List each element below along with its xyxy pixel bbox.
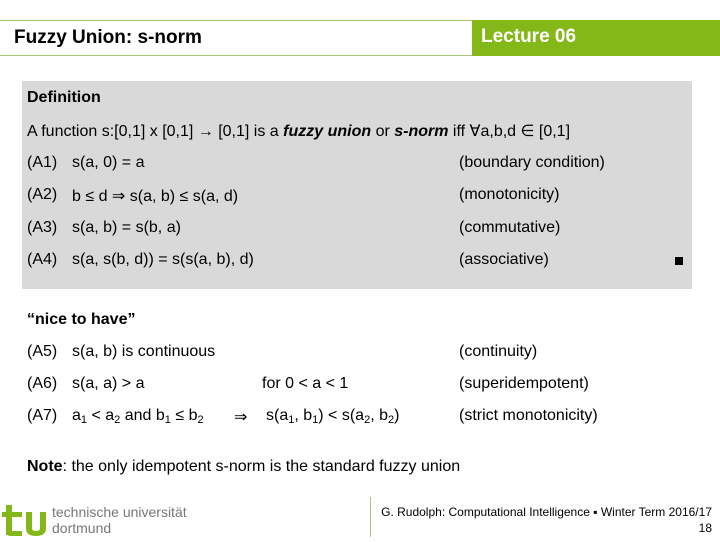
lecture-label: Lecture 06	[481, 26, 577, 47]
axiom-a4-formula: s(a, s(b, d)) = s(s(a, b), d)	[72, 251, 254, 268]
axiom-a3-note: (commutative)	[459, 219, 561, 236]
axiom-a3-formula: s(a, b) = s(b, a)	[72, 219, 181, 236]
axiom-a5-formula: s(a, b) is continuous	[72, 343, 216, 360]
axiom-a3-id: (A3)	[27, 219, 58, 236]
axiom-a1-id: (A1)	[27, 154, 58, 171]
axiom-a4-note: (associative)	[459, 251, 549, 268]
axiom-a6-id: (A6)	[27, 375, 58, 392]
note-label: Note	[27, 458, 63, 475]
nice-to-have-heading: “nice to have”	[27, 311, 136, 328]
title-bar	[0, 20, 472, 56]
page-number: 18	[698, 521, 712, 535]
axiom-a7-premise: $a_1 < a_2$ and $b_1 \le b_2$	[72, 407, 204, 426]
axiom-a6-condition: for 0 < a < 1	[262, 375, 349, 392]
lecture-badge	[472, 20, 720, 56]
axiom-a4-id: (A4)	[27, 251, 58, 268]
tu-logo-icon	[2, 503, 48, 542]
definition-heading: Definition	[27, 89, 101, 106]
axiom-a5-id: (A5)	[27, 343, 58, 360]
axiom-a2-id: (A2)	[27, 186, 58, 203]
axiom-a7-conclusion: $s(a_1$, $b_1) < s(a_2$, $b_2$)	[266, 407, 400, 426]
axiom-a1-formula: s(a, 0) = a	[72, 154, 145, 171]
axiom-a7-id: (A7)	[27, 407, 58, 424]
axiom-a6-note: (superidempotent)	[459, 375, 589, 392]
axiom-a5-note: (continuity)	[459, 343, 538, 360]
footer-divider	[370, 497, 371, 537]
footer-credit: G. Rudolph: Computational Intelligence ▪ Winter Term 2016/17	[381, 505, 712, 519]
note-line	[27, 458, 460, 476]
axiom-a6-formula: s(a, a) > a	[72, 375, 145, 392]
axiom-a2-note: (monotonicity)	[459, 186, 560, 203]
definition-intro: A function s:[0,1] x [0,1] → [0,1] is a fuzzy union or s-norm iff ∀a,b,d ∈ [0,1]	[27, 123, 571, 140]
axiom-a2-formula: b ≤ d ⇒ s(a, b) ≤ s(a, d)	[72, 188, 239, 205]
university-logo-text: technische universität dortmund	[52, 504, 187, 536]
slide-title: Fuzzy Union: s-norm	[14, 27, 202, 48]
axiom-a7-note: (strict monotonicity)	[459, 407, 598, 424]
axiom-a1-note: (boundary condition)	[459, 154, 605, 171]
qed-square-icon	[675, 257, 683, 265]
note-text: : the only idempotent s-norm is the standard fuzzy union	[62, 458, 461, 475]
implies-symbol: ⇒	[234, 409, 248, 426]
